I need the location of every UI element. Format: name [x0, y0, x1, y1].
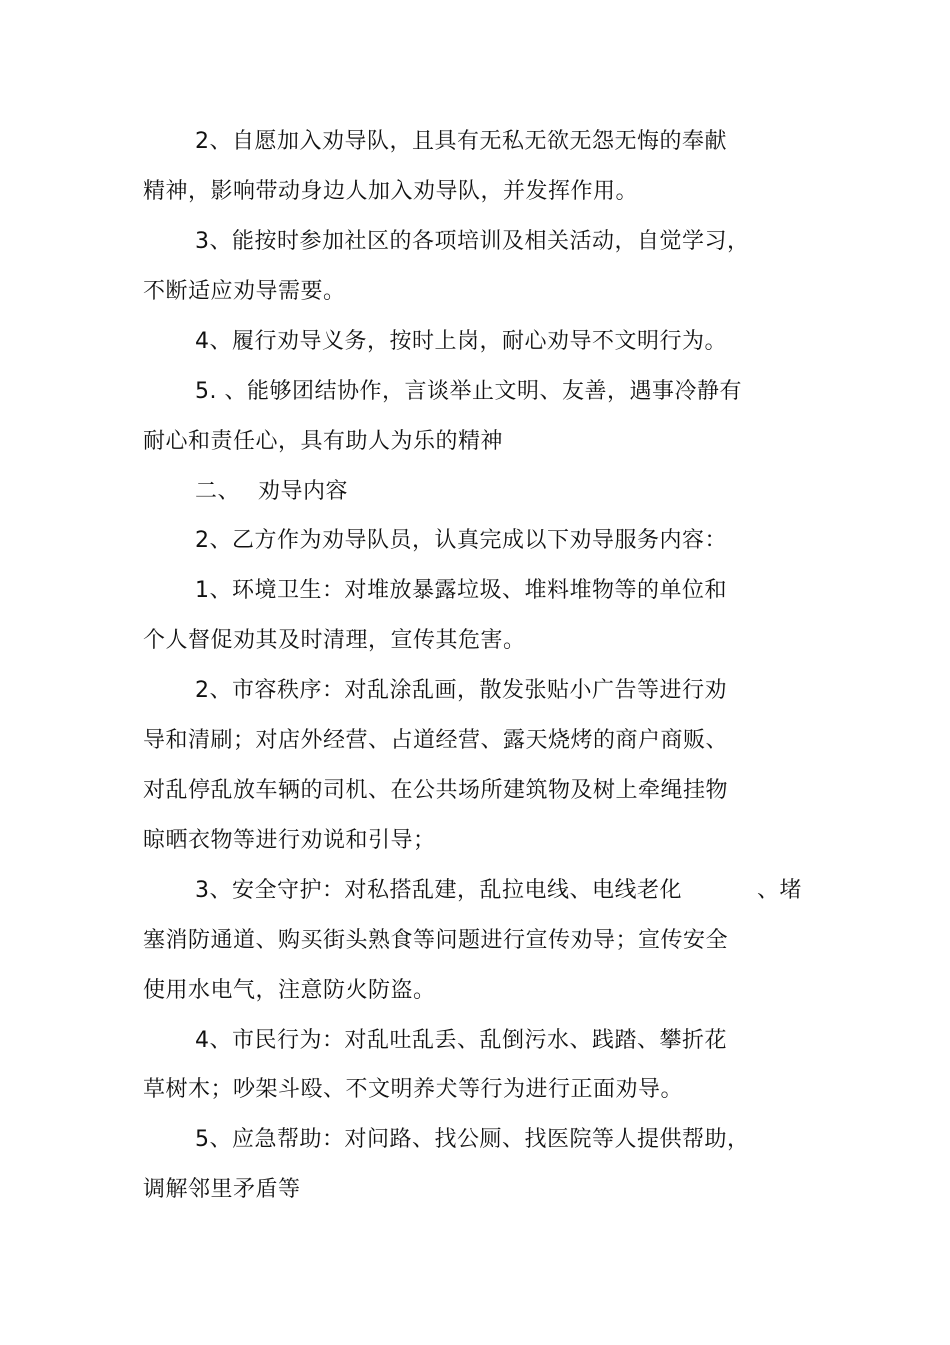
paragraph-line: 1、环境卫生：对堆放暴露垃圾、堆料堆物等的单位和 [195, 578, 727, 603]
paragraph-line: 不断适应劝导需要。 [143, 279, 346, 304]
paragraph-line: 4、履行劝导义务，按时上岗，耐心劝导不文明行为。 [195, 329, 727, 354]
paragraph-line: 3、安全守护：对私搭乱建，乱拉电线、电线老化 [195, 878, 682, 903]
paragraph-line: 使用水电气，注意防火防盗。 [143, 978, 436, 1003]
paragraph-line: 调解邻里矛盾等 [143, 1177, 301, 1202]
paragraph-line: 2、市容秩序：对乱涂乱画，散发张贴小广告等进行劝 [195, 678, 727, 703]
section-heading-number: 二、 [195, 479, 241, 504]
paragraph-line: 4、市民行为：对乱吐乱丢、乱倒污水、践踏、攀折花 [195, 1028, 727, 1053]
paragraph-line: 塞消防通道、购买街头熟食等问题进行宣传劝导；宣传安全 [143, 928, 729, 953]
paragraph-line: 导和清刷；对店外经营、占道经营、露天烧烤的商户商贩、 [143, 728, 729, 753]
paragraph-line: 精神，影响带动身边人加入劝导队，并发挥作用。 [143, 179, 639, 204]
paragraph-line-fragment: 、堵 [757, 878, 803, 903]
section-heading-text: 劝导内容 [258, 479, 349, 504]
paragraph-line: 2、自愿加入劝导队，且具有无私无欲无怨无悔的奉献 [195, 129, 727, 154]
paragraph-line: 对乱停乱放车辆的司机、在公共场所建筑物及树上牵绳挂物 [143, 778, 729, 803]
paragraph-line: 晾晒衣物等进行劝说和引导； [143, 828, 436, 853]
paragraph-line: 个人督促劝其及时清理，宣传其危害。 [143, 628, 526, 653]
paragraph-line: 耐心和责任心，具有助人为乐的精神 [143, 429, 504, 454]
paragraph-line: 2、乙方作为劝导队员，认真完成以下劝导服务内容： [195, 528, 727, 553]
paragraph-line: 草树木；吵架斗殴、不文明养犬等行为进行正面劝导。 [143, 1077, 684, 1102]
paragraph-line: 5. 、能够团结协作，言谈举止文明、友善，遇事冷静有 [195, 379, 742, 404]
paragraph-line: 3、能按时参加社区的各项培训及相关活动，自觉学习， [195, 229, 750, 254]
paragraph-line: 5、应急帮助：对问路、找公厕、找医院等人提供帮助， [195, 1127, 750, 1152]
